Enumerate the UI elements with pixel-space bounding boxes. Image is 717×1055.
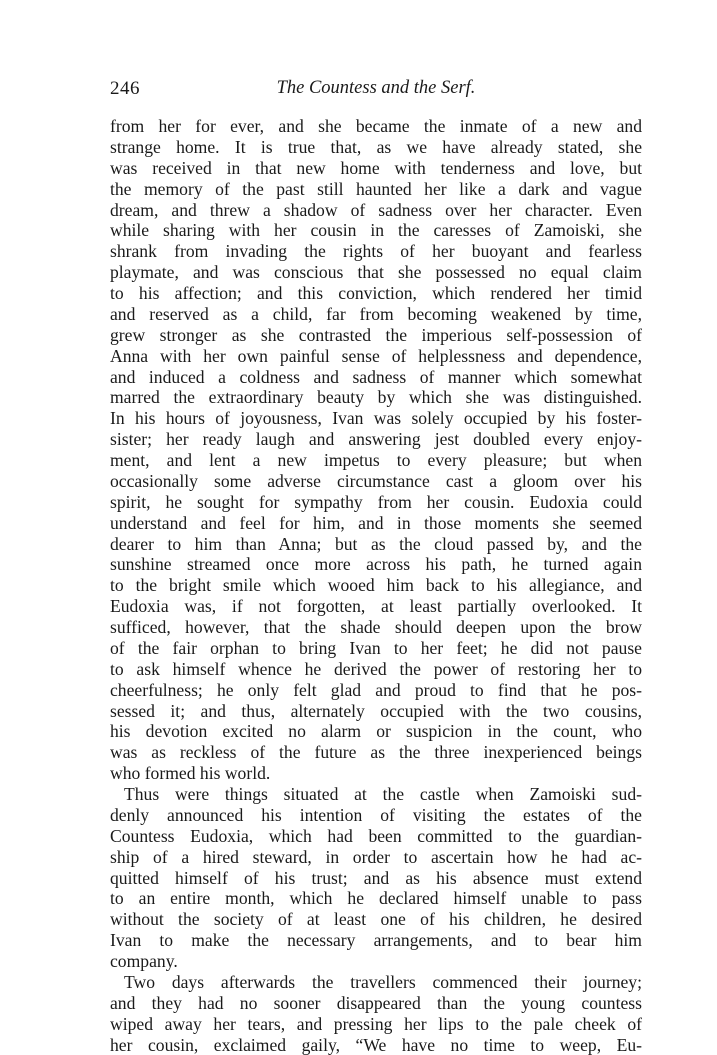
text-line: shrank from invading the rights of her buoyant and fearless <box>110 241 642 262</box>
text-line: her cousin, exclaimed gaily, “We have no time to weep, Eu- <box>110 1035 642 1055</box>
text-line: occasionally some adverse circumstance cast a gloom over his <box>110 471 642 492</box>
text-line: sessed it; and thus, alternately occupied with the two cousins, <box>110 701 642 722</box>
text-line: dearer to him than Anna; but as the cloud passed by, and the <box>110 534 642 555</box>
text-line: and reserved as a child, far from becoming weakened by time, <box>110 304 642 325</box>
text-line: understand and feel for him, and in those moments she seemed <box>110 513 642 534</box>
text-line: Anna with her own painful sense of helplessness and dependence, <box>110 346 642 367</box>
text-line: was as reckless of the future as the three inexperienced beings <box>110 742 642 763</box>
text-line: Ivan to make the necessary arrangements, and to bear him <box>110 930 642 951</box>
text-line: sufficed, however, that the shade should deepen upon the brow <box>110 617 642 638</box>
text-line: cheerfulness; he only felt glad and proud to find that he pos- <box>110 680 642 701</box>
text-line: Eudoxia was, if not forgotten, at least partially overlooked. It <box>110 596 642 617</box>
text-line: to his affection; and this conviction, which rendered her timid <box>110 283 642 304</box>
text-line: to the bright smile which wooed him back to his allegiance, and <box>110 575 642 596</box>
text-line: Thus were things situated at the castle when Zamoiski sud- <box>110 784 642 805</box>
page-header <box>110 78 642 102</box>
text-line: In his hours of joyousness, Ivan was solely occupied by his foster- <box>110 408 642 429</box>
text-line: was received in that new home with tenderness and love, but <box>110 158 642 179</box>
text-line: his devotion excited no alarm or suspicion in the count, who <box>110 721 642 742</box>
body-text <box>110 116 642 1055</box>
text-line: ment, and lent a new impetus to every pleasure; but when <box>110 450 642 471</box>
text-line: quitted himself of his trust; and as his absence must extend <box>110 868 642 889</box>
text-line: while sharing with her cousin in the caresses of Zamoiski, she <box>110 220 642 241</box>
text-line: to an entire month, which he declared himself unable to pass <box>110 888 642 909</box>
text-line: wiped away her tears, and pressing her lips to the pale cheek of <box>110 1014 642 1035</box>
text-line: sister; her ready laugh and answering jest doubled every enjoy- <box>110 429 642 450</box>
text-line: dream, and threw a shadow of sadness over her character. Even <box>110 200 642 221</box>
text-line: spirit, he sought for sympathy from her cousin. Eudoxia could <box>110 492 642 513</box>
text-line: strange home. It is true that, as we have already stated, she <box>110 137 642 158</box>
page-number: 246 <box>110 78 140 100</box>
text-line: ship of a hired steward, in order to ascertain how he had ac- <box>110 847 642 868</box>
text-line: and they had no sooner disappeared than the young countess <box>110 993 642 1014</box>
text-line: from her for ever, and she became the inmate of a new and <box>110 116 642 137</box>
running-title: The Countess and the Serf. <box>110 78 642 99</box>
text-line: company. <box>110 951 642 972</box>
text-line: sunshine streamed once more across his path, he turned again <box>110 554 642 575</box>
text-line: Two days afterwards the travellers commenced their journey; <box>110 972 642 993</box>
text-line: of the fair orphan to bring Ivan to her feet; he did not pause <box>110 638 642 659</box>
text-line: Countess Eudoxia, which had been committed to the guardian- <box>110 826 642 847</box>
text-line: denly announced his intention of visiting the estates of the <box>110 805 642 826</box>
text-line: to ask himself whence he derived the power of restoring her to <box>110 659 642 680</box>
text-line: grew stronger as she contrasted the imperious self-possession of <box>110 325 642 346</box>
text-line: playmate, and was conscious that she possessed no equal claim <box>110 262 642 283</box>
text-line: who formed his world. <box>110 763 642 784</box>
text-line: marred the extraordinary beauty by which she was distinguished. <box>110 387 642 408</box>
text-line: and induced a coldness and sadness of manner which somewhat <box>110 367 642 388</box>
text-line: the memory of the past still haunted her like a dark and vague <box>110 179 642 200</box>
text-line: without the society of at least one of his children, he desired <box>110 909 642 930</box>
